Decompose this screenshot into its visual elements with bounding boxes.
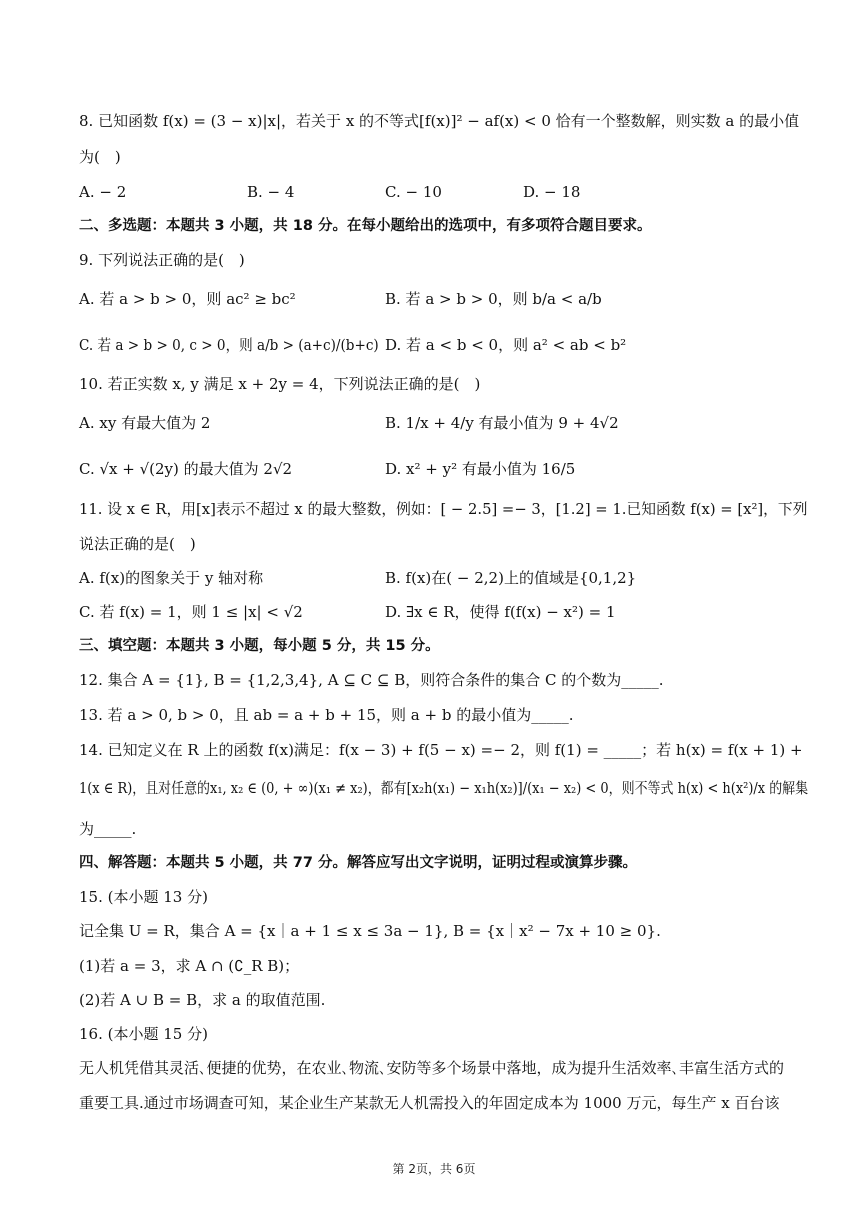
q10-stem: 10. 若正实数 x, y 满足 x + 2y = 4，下列说法正确的是( ) [79, 375, 481, 393]
q16-line1: 无人机凭借其灵活､便捷的优势，在农业､物流､安防等多个场景中落地，成为提升生活效率､丰富生活方式的 [79, 1059, 785, 1077]
q8-option-c: C. − 10 [385, 183, 442, 201]
q8-option-b: B. − 4 [247, 183, 295, 201]
q12: 12. 集合 A = {1}, B = {1,2,3,4}, A ⊆ C ⊆ B，则符合条件的集合 C 的个数为_____. [79, 671, 664, 689]
q10-option-d: D. x² + y² 有最小值为 16/5 [385, 460, 576, 478]
page-footer: 第 2页，共 6页 [392, 1162, 476, 1176]
q15-part1: (1)若 a = 3，求 A ∩ (∁_R B)； [79, 957, 300, 975]
q11-line2: 说法正确的是( ) [79, 535, 196, 553]
q13: 13. 若 a > 0, b > 0，且 ab = a + b + 15，则 a + b 的最小值为_____. [79, 706, 574, 724]
q11-option-a: A. f(x)的图象关于 y 轴对称 [79, 569, 264, 587]
q9-option-b: B. 若 a > b > 0，则 b/a < a/b [385, 290, 602, 308]
q10-option-a: A. xy 有最大值为 2 [79, 414, 211, 432]
q9-stem: 9. 下列说法正确的是( ) [79, 251, 245, 269]
q16-line2: 重要工具.通过市场调查可知，某企业生产某款无人机需投入的年固定成本为 1000 万元，每生产 x 百台该 [79, 1094, 780, 1112]
q8-option-d: D. − 18 [523, 183, 581, 201]
q8-line2: 为( ) [79, 148, 121, 166]
q15-title: 15. (本小题 13 分) [79, 888, 208, 906]
q11-option-d: D. ∃x ∈ R，使得 f(f(x) − x²) = 1 [385, 603, 616, 621]
q15-part2: (2)若 A ∪ B = B，求 a 的取值范围. [79, 991, 326, 1009]
q11-line1: 11. 设 x ∈ R，用[x]表示不超过 x 的最大整数，例如：[ − 2.5] =− 3，[1.2] = 1.已知函数 f(x) = [x²]，下列 [79, 500, 808, 518]
q9-option-a: A. 若 a > b > 0，则 ac² ≥ bc² [79, 290, 296, 308]
q14-line2: 1(x ∈ R)，且对任意的x₁, x₂ ∈ (0, + ∞)(x₁ ≠ x₂)，都有[x₂h(x₁) − x₁h(x₂)]/(x₁ − x₂) < 0，则不等式 h(x) < h(x²)/x 的解集 [79, 779, 809, 797]
q11-option-c: C. 若 f(x) = 1，则 1 ≤ |x| < √2 [79, 603, 303, 621]
q14-line3: 为_____. [79, 820, 137, 838]
q8-option-a: A. − 2 [79, 183, 127, 201]
q10-option-c: C. √x + √(2y) 的最大值为 2√2 [79, 460, 293, 478]
q16-title: 16. (本小题 15 分) [79, 1025, 208, 1043]
section-heading-fill-in: 三、填空题：本题共 3 小题，每小题 5 分，共 15 分。 [79, 638, 440, 654]
q11-option-b: B. f(x)在( − 2,2)上的值域是{0,1,2} [385, 569, 637, 587]
q9-option-d: D. 若 a < b < 0，则 a² < ab < b² [385, 336, 627, 354]
section-heading-multi-choice: 二、多选题：本题共 3 小题，共 18 分。在每小题给出的选项中，有多项符合题目要求。 [79, 218, 652, 234]
q8-line1: 8. 已知函数 f(x) = (3 − x)|x|，若关于 x 的不等式[f(x)]² − af(x) < 0 恰有一个整数解，则实数 a 的最小值 [79, 112, 800, 130]
section-heading-solutions: 四、解答题：本题共 5 小题，共 77 分。解答应写出文字说明，证明过程或演算步骤。 [79, 855, 637, 871]
q9-option-c: C. 若 a > b > 0, c > 0，则 a/b > (a+c)/(b+c) [79, 336, 379, 354]
q14-line1: 14. 已知定义在 R 上的函数 f(x)满足：f(x − 3) + f(5 − x) =− 2，则 f(1) = _____；若 h(x) = f(x + 1) + [79, 741, 803, 759]
q15-stem: 记全集 U = R，集合 A = {x｜a + 1 ≤ x ≤ 3a − 1}, B = {x｜x² − 7x + 10 ≥ 0}. [79, 922, 661, 940]
q10-option-b: B. 1/x + 4/y 有最小值为 9 + 4√2 [385, 414, 619, 432]
